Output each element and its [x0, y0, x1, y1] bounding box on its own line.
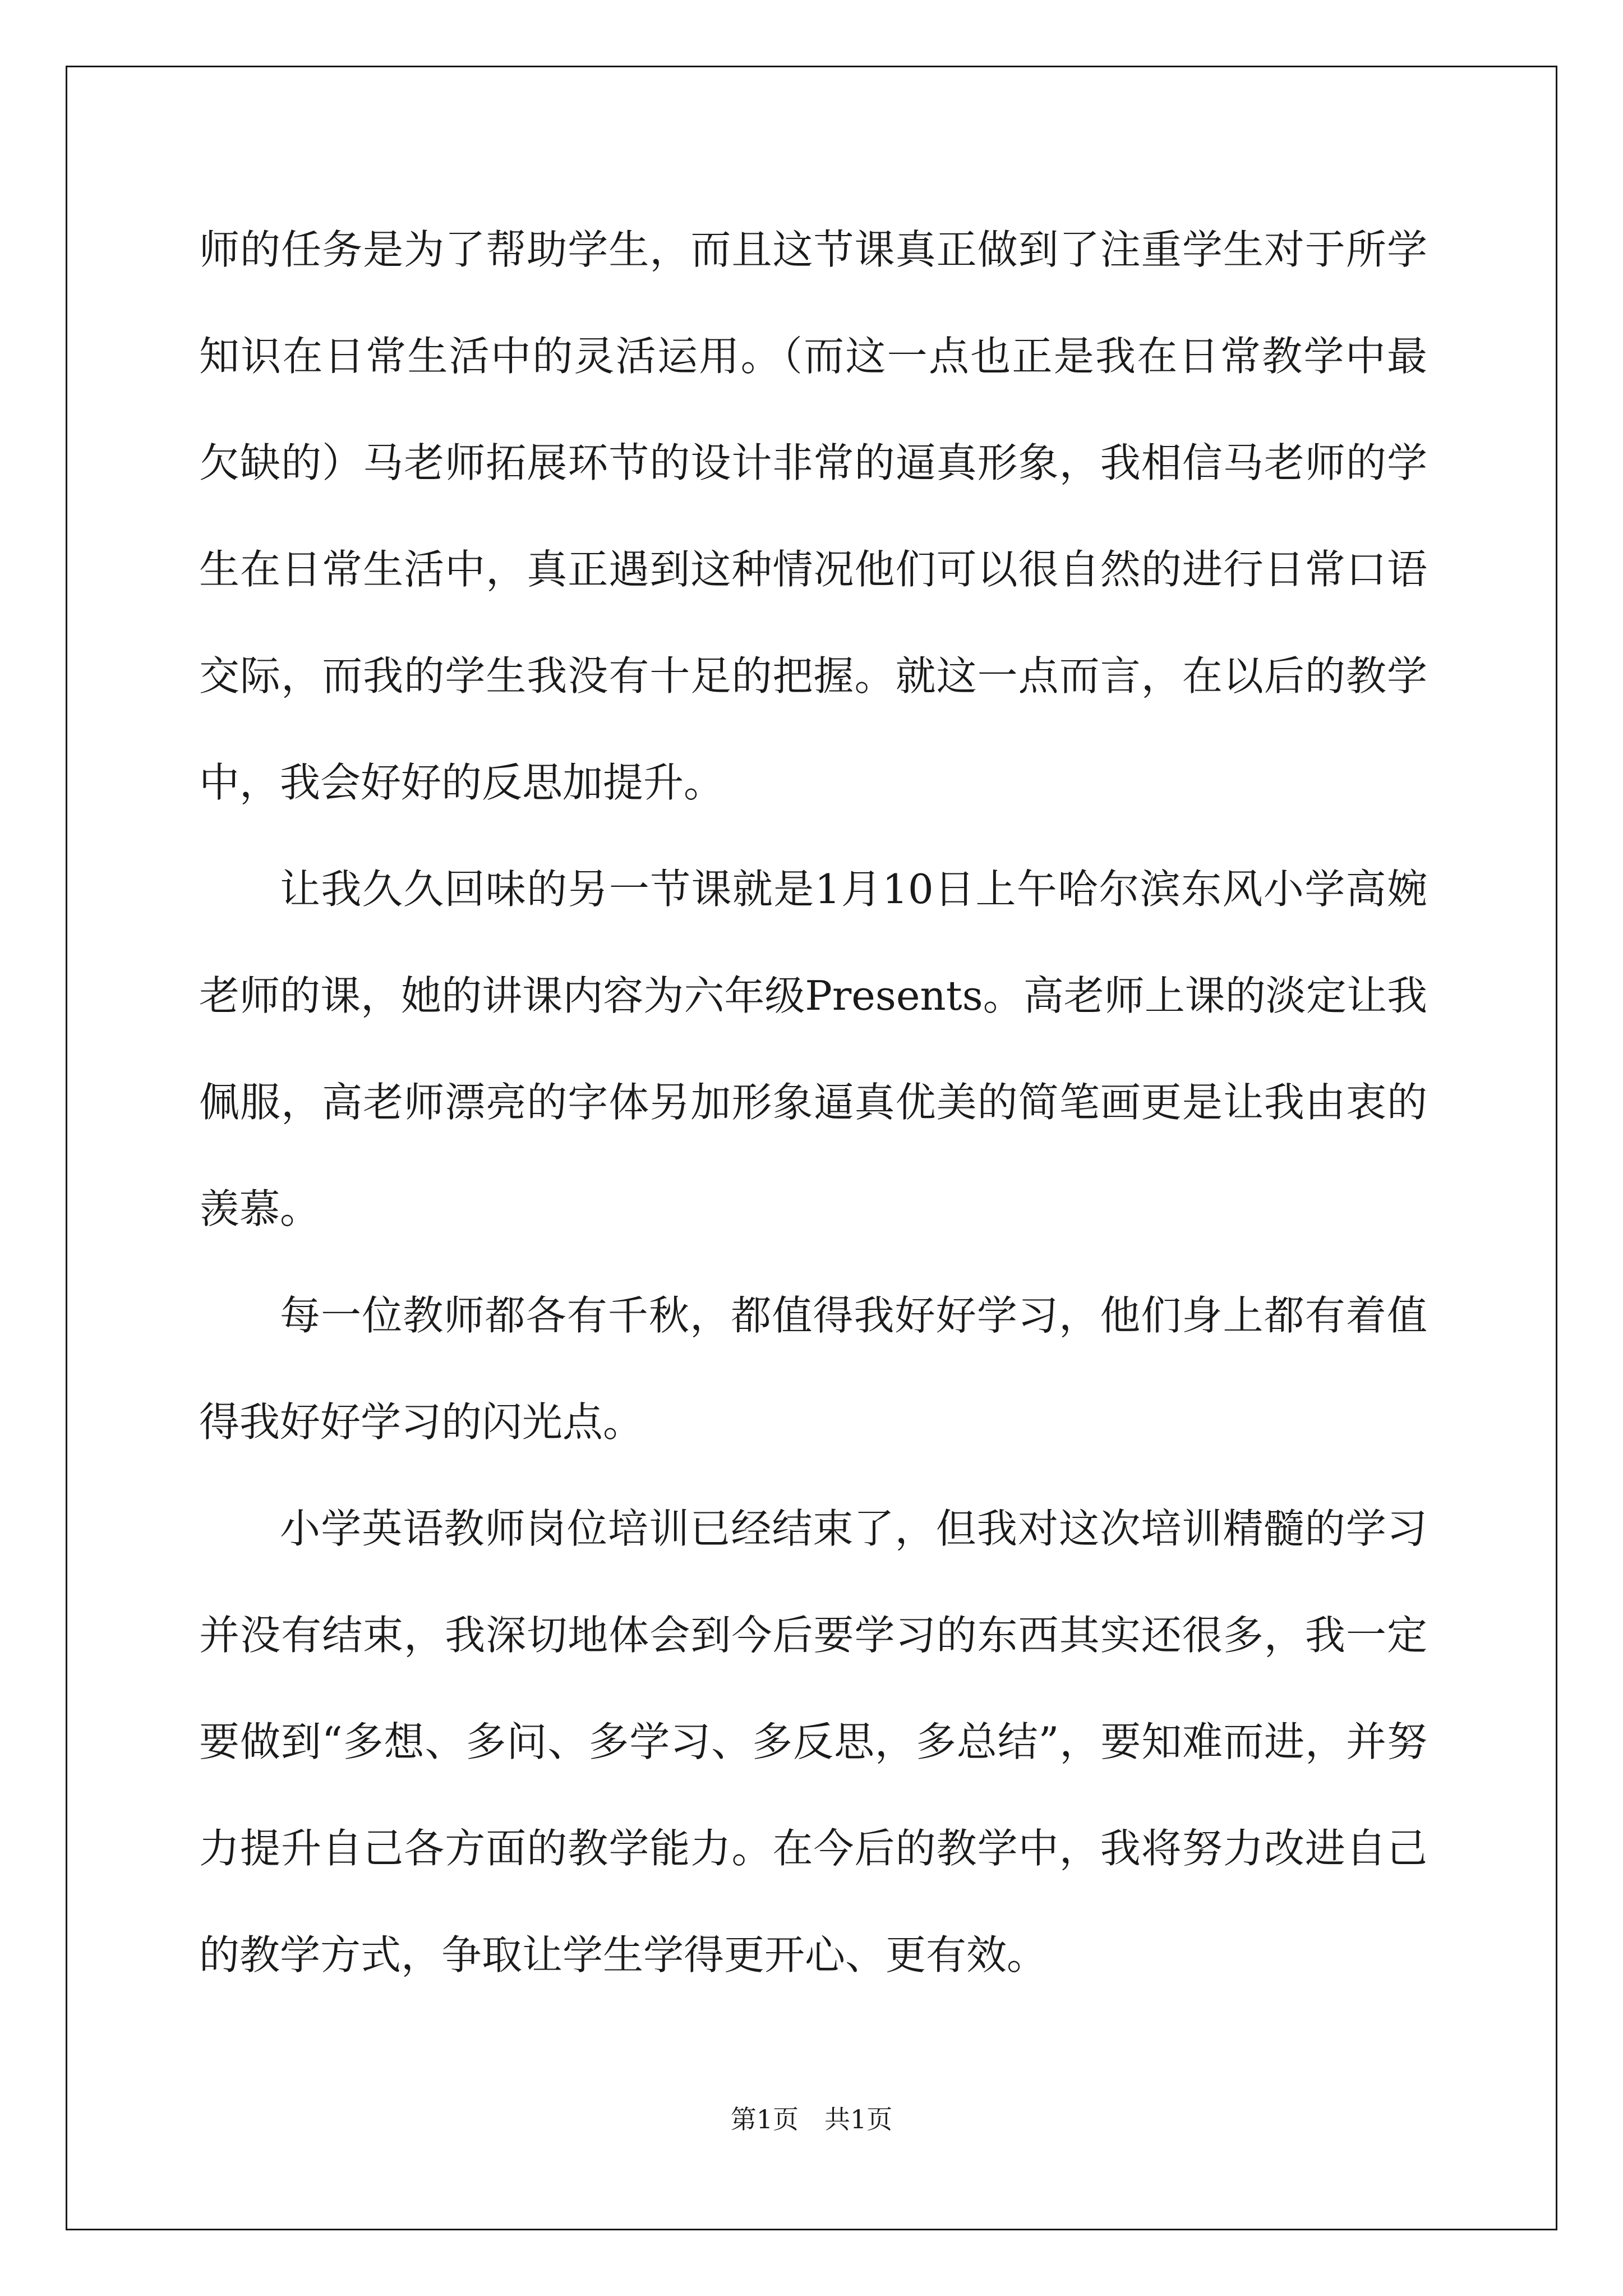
- paragraph-1: 师的任务是为了帮助学生，而且这节课真正做到了注重学生对于所学知识在日常生活中的灵活运用。（而这一点也正是我在日常教学中最欠缺的）马老师拓展环节的设计非常的逼真形象，我相信马老师的学生在日常生活中，真正遇到这种情况他们可以很自然的进行日常口语交际，而我的学生我没有十足的把握。就这一点而言，在以后的教学中，我会好好的反思加提升。: [199, 226, 1427, 806]
- page-number-footer: 第1页 共1页: [730, 2104, 893, 2134]
- document-body: [199, 196, 1427, 2008]
- paragraph-2: 让我久久回味的另一节课就是1月10日上午哈尔滨东风小学高婉老师的课，她的讲课内容为六年级Presents。高老师上课的淡定让我佩服，高老师漂亮的字体另加形象逼真优美的简笔画更是让我由衷的羡慕。: [199, 866, 1427, 1232]
- paragraph-4: 小学英语教师岗位培训已经结束了，但我对这次培训精髓的学习并没有结束，我深切地体会到今后要学习的东西其实还很多，我一定要做到“多想、多问、多学习、多反思，多总结”，要知难而进，并努力提升自己各方面的教学能力。在今后的教学中，我将努力改进自己的教学方式，争取让学生学得更开心、更有效。: [199, 1505, 1427, 1978]
- paragraph-3: 每一位教师都各有千秋，都值得我好好学习，他们身上都有着值得我好好学习的闪光点。: [199, 1292, 1427, 1446]
